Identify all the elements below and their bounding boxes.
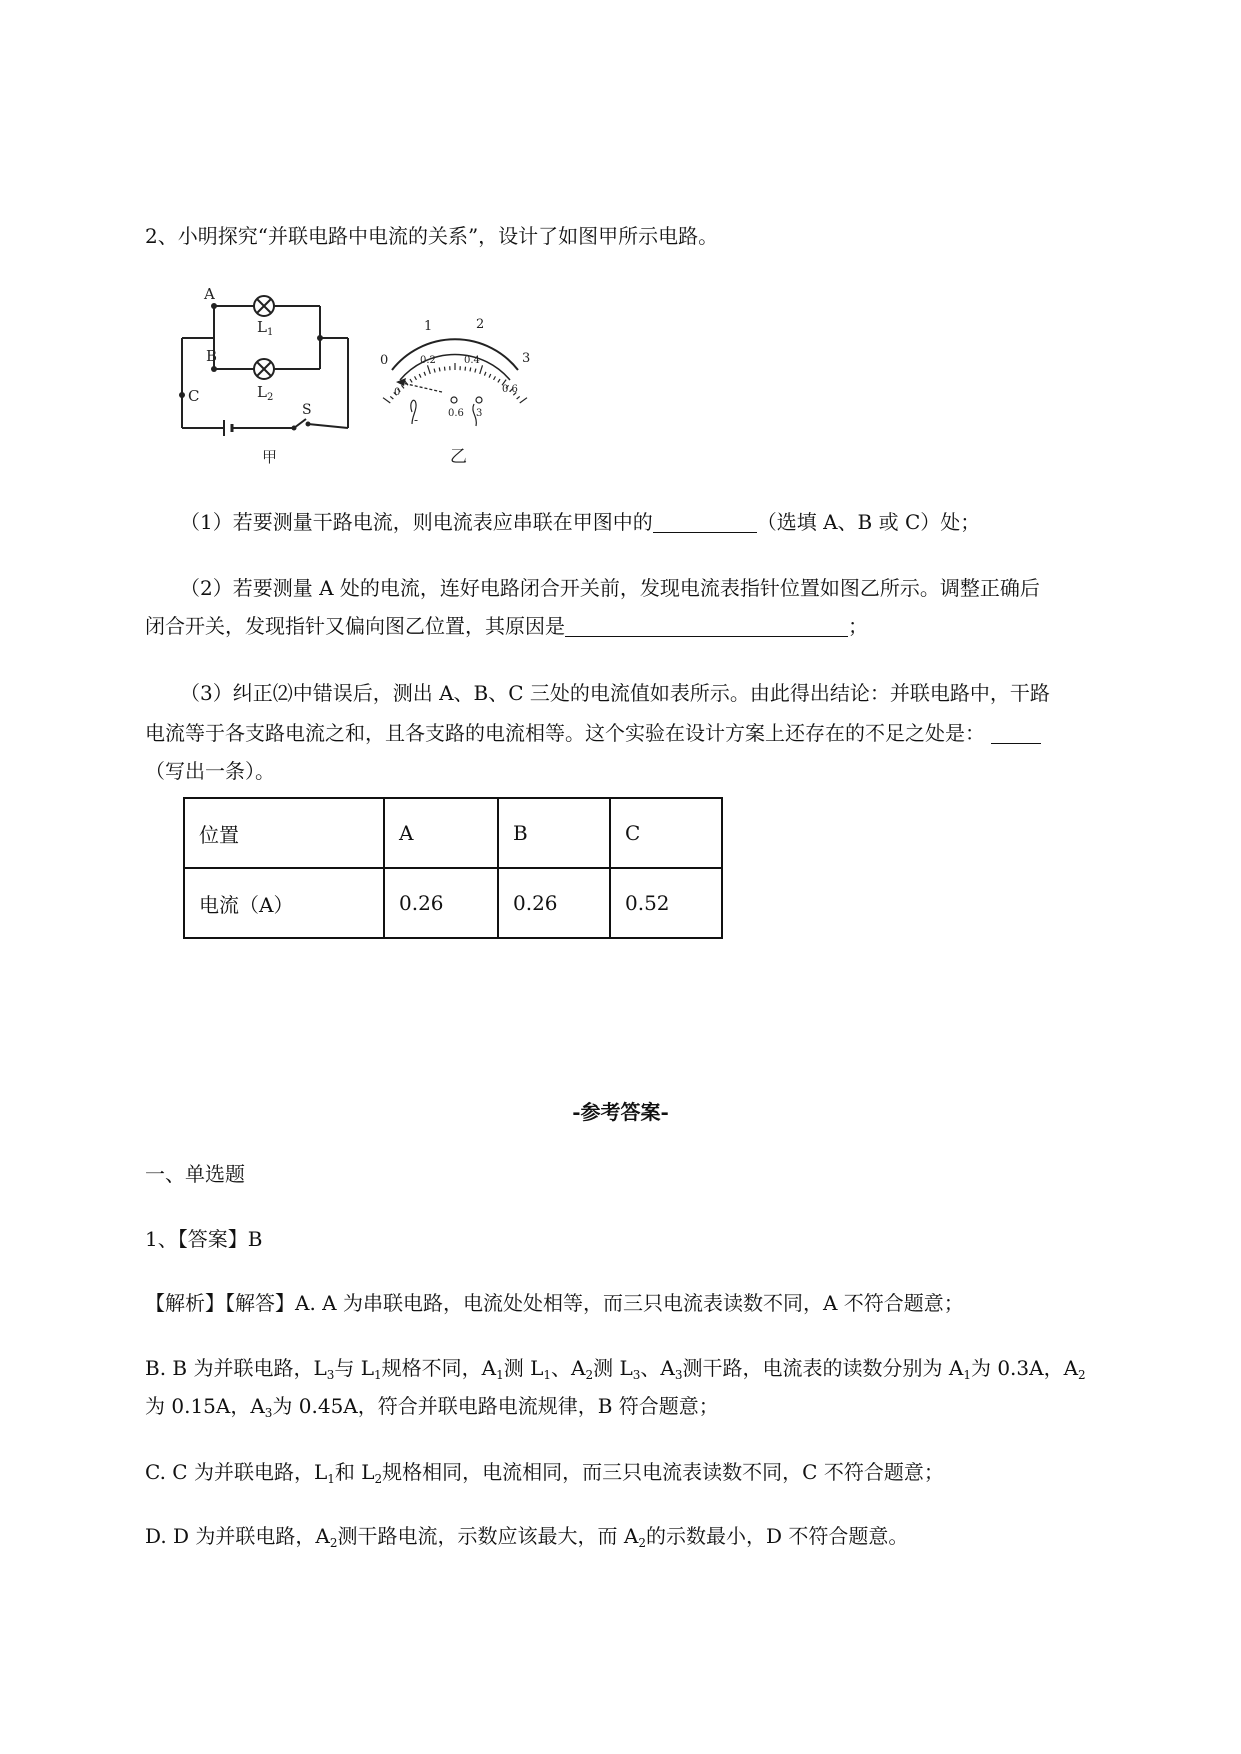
table-header-cell: B xyxy=(498,798,610,868)
scale-top-3: 3 xyxy=(522,351,531,366)
sub-question-3-line2: 电流等于各支路电流之和，且各支路的电流相等。这个实验在设计方案上还存在的不足之处是： xyxy=(145,719,1041,747)
sub-question-3-line1: （3）纠正⑵中错误后，测出 A、B、C 三处的电流值如表所示。由此得出结论：并联电路中，干路 xyxy=(180,681,1050,705)
analysis-b-line2: 为 0.15A，$A_3$为 0.45A，符合并联电路电流规律，B 符合题意； xyxy=(145,1394,719,1420)
scale-tick xyxy=(480,365,483,374)
scale-tick xyxy=(520,398,527,403)
scale-tick xyxy=(465,367,466,371)
scale-top-2: 2 xyxy=(476,317,485,332)
terminal-0-6: 0.6 xyxy=(448,408,464,419)
terminal-minus: - xyxy=(414,413,419,427)
scale-tick xyxy=(410,379,412,382)
sub-question-1: （1）若要测量干路电流，则电流表应串联在甲图中的 （选填 A、B 或 C）处； xyxy=(180,510,981,534)
scale-tick xyxy=(383,398,390,403)
sub-question-2-line2: 闭合开关，发现指针又偏向图乙位置，其原因是 ； xyxy=(145,614,868,638)
scale-tick xyxy=(484,372,485,376)
ammeter-diagram-yi xyxy=(370,312,545,467)
table-header-cell: 位置 xyxy=(184,798,384,868)
label-s: S xyxy=(302,402,312,418)
scale-bottom-2: 0.6 xyxy=(502,384,518,395)
label-b: B xyxy=(206,347,218,365)
label-a: A xyxy=(204,285,215,303)
label-c: C xyxy=(188,387,200,405)
scale-tick xyxy=(427,365,430,374)
table-cell: 0.26 xyxy=(384,868,498,938)
scale-tick xyxy=(439,367,440,371)
table-header-cell: C xyxy=(610,798,722,868)
table-cell: 0.52 xyxy=(610,868,722,938)
scale-tick xyxy=(494,376,496,380)
scale-tick xyxy=(415,376,417,380)
analysis-d: D. D 为并联电路，$A_2$测干路电流，示数应该最大，而 $A_2$的示数最小，D 不符合题意。 xyxy=(145,1524,909,1550)
answer-blank-1[interactable] xyxy=(653,510,757,533)
scale-top-0: 0 xyxy=(380,353,389,368)
scale-tick xyxy=(470,367,471,371)
answer-blank-3[interactable] xyxy=(991,721,1041,744)
scale-tick xyxy=(444,367,445,371)
circuit-diagram-jia xyxy=(170,282,360,467)
answers-title: -参考答案- xyxy=(572,1100,669,1124)
analysis-c: C. C 为并联电路，$L_1$和 $L_2$规格相同，电流相同，而三只电流表读数不同，C 不符合题意； xyxy=(145,1460,944,1486)
scale-tick xyxy=(489,374,491,378)
scale-tick xyxy=(475,369,476,373)
scale-tick xyxy=(517,396,520,399)
sub-question-2-line1: （2）若要测量 A 处的电流，连好电路闭合开关前，发现电流表指针位置如图乙所示。调整正确后 xyxy=(180,576,1040,600)
answer-item-1: 1、【答案】B xyxy=(145,1227,263,1251)
table-row xyxy=(184,868,722,938)
label-l1: $L_1$ xyxy=(257,318,274,338)
scale-tick xyxy=(419,374,421,378)
analysis-b-line1: B. B 为并联电路，$L_3$与 $L_1$规格不同，$A_1$测 $L_1$、$A_2$测 $L_3$、$A_3$测干路，电流表的读数分别为 $A_1$为 0.3A，$A_2$ xyxy=(145,1356,1086,1382)
scale-tick xyxy=(424,372,425,376)
current-table xyxy=(183,797,723,939)
scale-tick xyxy=(390,396,393,399)
question-stem: 2、小明探究“并联电路中电流的关系”，设计了如图甲所示电路。 xyxy=(145,224,719,248)
scale-bottom-0: 0.2 xyxy=(420,355,436,366)
analysis-a: 【解析】【解答】A. A 为串联电路，电流处处相等，而三只电流表读数不同，A 不符合题意； xyxy=(145,1291,964,1315)
table-header-cell: A xyxy=(384,798,498,868)
scale-tick xyxy=(434,369,435,373)
caption-jia: 甲 xyxy=(262,448,278,466)
table-cell: 电流（A） xyxy=(184,868,384,938)
label-l2: $L_2$ xyxy=(257,383,274,403)
table-cell: 0.26 xyxy=(498,868,610,938)
table-row xyxy=(184,798,722,868)
caption-yi: 乙 xyxy=(450,447,467,467)
terminal-3: 3 xyxy=(476,408,483,419)
inner-zero: 0 xyxy=(394,387,401,398)
scale-tick xyxy=(498,379,500,382)
answers-section: 一、单选题 xyxy=(145,1162,245,1186)
scale-bottom-1: 0.4 xyxy=(464,355,480,366)
scale-top-1: 1 xyxy=(424,319,433,334)
sub-question-3-line3: （写出一条）。 xyxy=(145,759,275,783)
answer-blank-2[interactable] xyxy=(565,614,848,637)
